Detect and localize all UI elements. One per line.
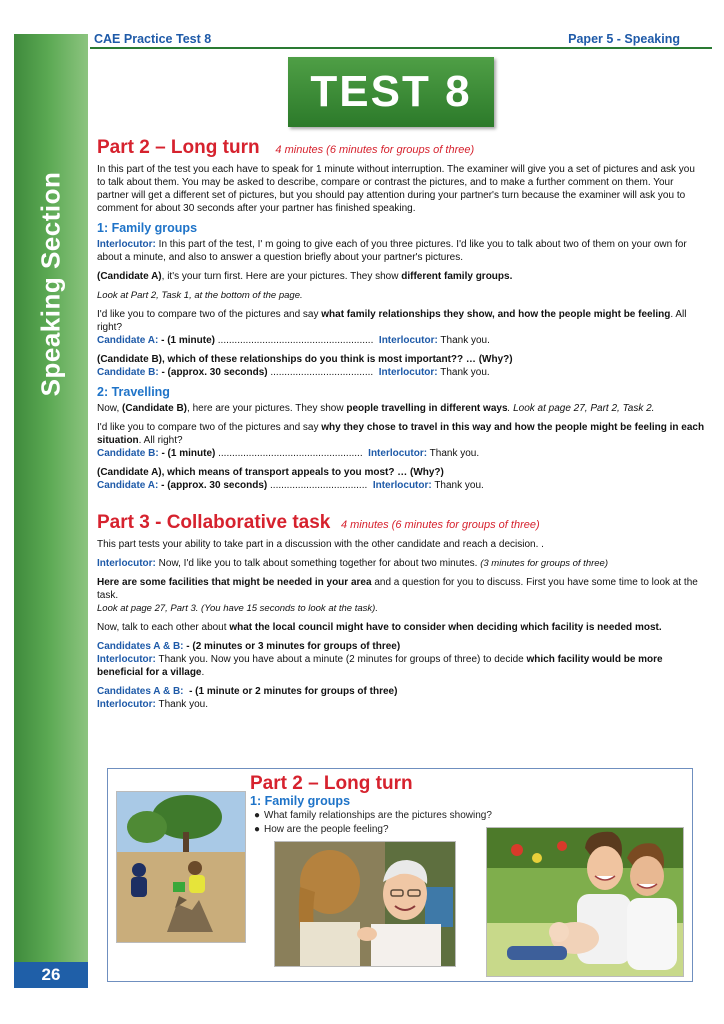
header-paper-title: Paper 5 - Speaking (568, 32, 680, 46)
sidebar-title: Speaking Section (35, 171, 66, 397)
speaking-section-sidebar (14, 34, 88, 984)
photo-mother-daughter-image (275, 842, 455, 966)
part3-heading (97, 512, 705, 536)
part3-interlocutor-thanks: Interlocutor: Thank you. (97, 699, 208, 710)
task-card-title: Part 2 – Long turn (250, 773, 413, 794)
task-card-subtitle: 1: Family groups (250, 794, 351, 808)
photo-family-baby (486, 827, 684, 977)
bullet-icon: ● (254, 810, 261, 821)
task-card (107, 768, 693, 982)
part3-interlocutor: Interlocutor: Now, I'd like you to talk about something together for about two minutes. (3 minutes for groups of three) (97, 558, 609, 569)
part3-facilities: Here are some facilities that might be needed in your area and a question for you to discuss. First you have some time to look at the task. (97, 577, 698, 601)
task1-interlocutor (97, 238, 705, 264)
header-test-title: CAE Practice Test 8 (94, 32, 212, 46)
photo-mother-daughter (274, 841, 456, 967)
photo-children-beach-image (117, 792, 245, 942)
interlocutor-text: In this part of the test, I' m going to give each of you three pictures. I'd like you to talk about two of them on your own for about a minute, and also to answer a question briefly about your partner's pictures. (97, 239, 687, 263)
task2-candidate-b-line: Candidate B: - (1 minute) .................................................... Interlocutor: Thank you. (97, 448, 480, 459)
main-content (97, 135, 705, 717)
task-card-question-2: ● How are the people feeling? (254, 824, 389, 835)
part3-look-instruction: Look at page 27, Part 3. (You have 15 seconds to look at the task). (97, 603, 378, 614)
task1-candidate-b-line: Candidate B: - (approx. 30 seconds) ..................................... Interlocutor: Thank you. (97, 367, 490, 378)
task2-intro: Now, (Candidate B), here are your pictures. They show people travelling in different ways. Look at page 27, Part 2, Task 2. (97, 403, 655, 414)
part3-candidates-line: Candidates A & B: - (2 minutes or 3 minutes for groups of three) (97, 641, 401, 652)
part3-timing: 4 minutes (6 minutes for groups of three) (340, 519, 540, 531)
task1-candidate-a-line: Candidate A: - (1 minute) ........................................................ Interlocutor: Thank you. (97, 335, 490, 346)
page-number: 26 (14, 962, 88, 988)
bullet-icon: ● (254, 824, 261, 835)
task1-question-b: (Candidate B), which of these relationships do you think is most important?? … (Why?) (97, 354, 513, 365)
task2-heading: 2: Travelling (97, 385, 170, 399)
part2-timing: 4 minutes (6 minutes for groups of three) (275, 144, 475, 156)
task2-compare: I'd like you to compare two of the pictures and say why they chose to travel in this way and how the people might be feeling in each situation. All right? (97, 422, 705, 446)
task-card-question-1: ● What family relationships are the pictures showing? (254, 810, 492, 821)
part3-title: Part 3 - Collaborative task (97, 512, 331, 533)
task1-compare: I'd like you to compare two of the pictures and say what family relationships they show, and how the people might be feeling. All right? (97, 309, 687, 333)
interlocutor-label: Interlocutor: (97, 239, 156, 250)
part2-heading (97, 137, 705, 161)
part3-talk: Now, talk to each other about what the local council might have to consider when deciding which facility is needed most. (97, 622, 662, 633)
part3-candidates-line-2: Candidates A & B: - (1 minute or 2 minutes for groups of three) (97, 686, 398, 697)
task1-heading: 1: Family groups (97, 221, 198, 235)
task1-look-instruction: Look at Part 2, Task 1, at the bottom of the page. (97, 290, 303, 301)
part2-intro: In this part of the test you each have to speak for 1 minute without interruption. The examiner will give you a set of pictures and ask you to talk about them. You may be asked to describe, compare or contrast the pictures, and to make a further comment on them. Your partner will get a different set of pictures, but you should pay attention during your partner's turn because the examiner will ask you to comment for about 30 seconds after your partner has finished speaking. (97, 164, 695, 214)
photo-children-beach (116, 791, 246, 943)
part2-title: Part 2 – Long turn (97, 137, 260, 158)
photo-family-baby-image (487, 828, 683, 976)
part3-interlocutor-decide: Interlocutor: Thank you. Now you have about a minute (2 minutes for groups of three) to decide which facility would be more beneficial for a village. (97, 654, 663, 678)
task2-candidate-a-line: Candidate A: - (approx. 30 seconds) ................................... Interlocutor: Thank you. (97, 480, 484, 491)
header-divider (90, 47, 712, 49)
part3-intro: This part tests your ability to take part in a discussion with the other candidate and reach a decision. . (97, 539, 544, 550)
task1-candidate-a-turn: (Candidate A), it's your turn first. Here are your pictures. They show different family groups. (97, 271, 513, 282)
test-banner: TEST 8 (288, 57, 494, 127)
task2-question-a: (Candidate A), which means of transport appeals to you most? … (Why?) (97, 467, 444, 478)
